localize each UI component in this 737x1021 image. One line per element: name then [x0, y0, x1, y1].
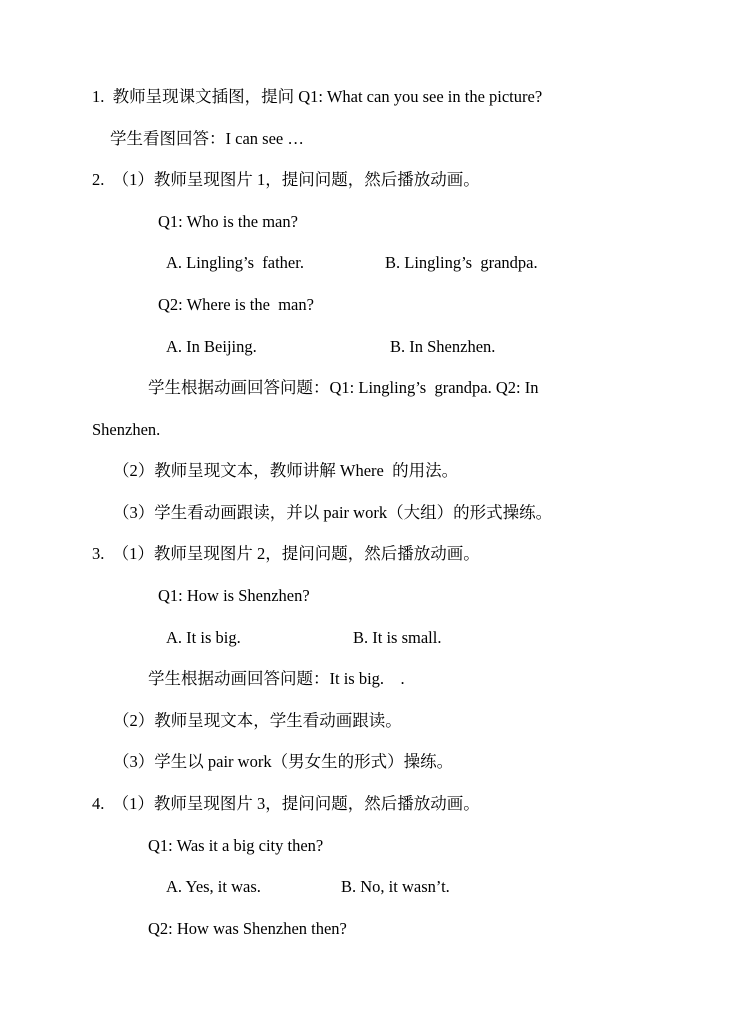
- step-4-q1: Q1: Was it a big city then?: [148, 836, 324, 855]
- step-2-part-3: （3）学生看动画跟读，并以 pair work（大组）的形式操练。: [113, 503, 553, 522]
- step-3-student-answer: 学生根据动画回答问题：It is big. .: [148, 669, 405, 688]
- step-2-student-answer-cont: Shenzhen.: [92, 420, 161, 439]
- step-4-q1-option-a: A. Yes, it was.: [166, 877, 261, 896]
- step-2-q1-option-a: A. Lingling’s father.: [166, 253, 304, 272]
- step-3-part-2: （2）教师呈现文本，学生看动画跟读。: [113, 711, 402, 730]
- step-2-q1: Q1: Who is the man?: [158, 212, 298, 231]
- step-4-heading: 4. （1）教师呈现图片 3，提问问题，然后播放动画。: [92, 794, 480, 813]
- step-2-part-2: （2）教师呈现文本，教师讲解 Where 的用法。: [113, 461, 459, 480]
- step-4-q2: Q2: How was Shenzhen then?: [148, 919, 347, 938]
- step-3-q1-option-b: B. It is small.: [353, 628, 442, 647]
- step-3-q1-option-a: A. It is big.: [166, 628, 241, 647]
- step-2-q2-option-b: B. In Shenzhen.: [390, 337, 496, 356]
- step-1-answer: 学生看图回答：I can see …: [110, 129, 304, 148]
- step-2-q1-option-b: B. Lingling’s grandpa.: [385, 253, 538, 272]
- step-1-question: 1. 教师呈现课文插图，提问 Q1: What can you see in the picture?: [92, 87, 543, 106]
- step-2-q2-option-a: A. In Beijing.: [166, 337, 257, 356]
- step-2-student-answer: 学生根据动画回答问题：Q1: Lingling’s grandpa. Q2: In: [148, 378, 539, 397]
- step-3-heading: 3. （1）教师呈现图片 2，提问问题，然后播放动画。: [92, 544, 480, 563]
- step-4-q1-option-b: B. No, it wasn’t.: [341, 877, 450, 896]
- step-3-q1: Q1: How is Shenzhen?: [158, 586, 310, 605]
- step-2-heading: 2. （1）教师呈现图片 1，提问问题，然后播放动画。: [92, 170, 480, 189]
- step-3-part-3: （3）学生以 pair work（男女生的形式）操练。: [113, 752, 454, 771]
- step-2-q2: Q2: Where is the man?: [158, 295, 314, 314]
